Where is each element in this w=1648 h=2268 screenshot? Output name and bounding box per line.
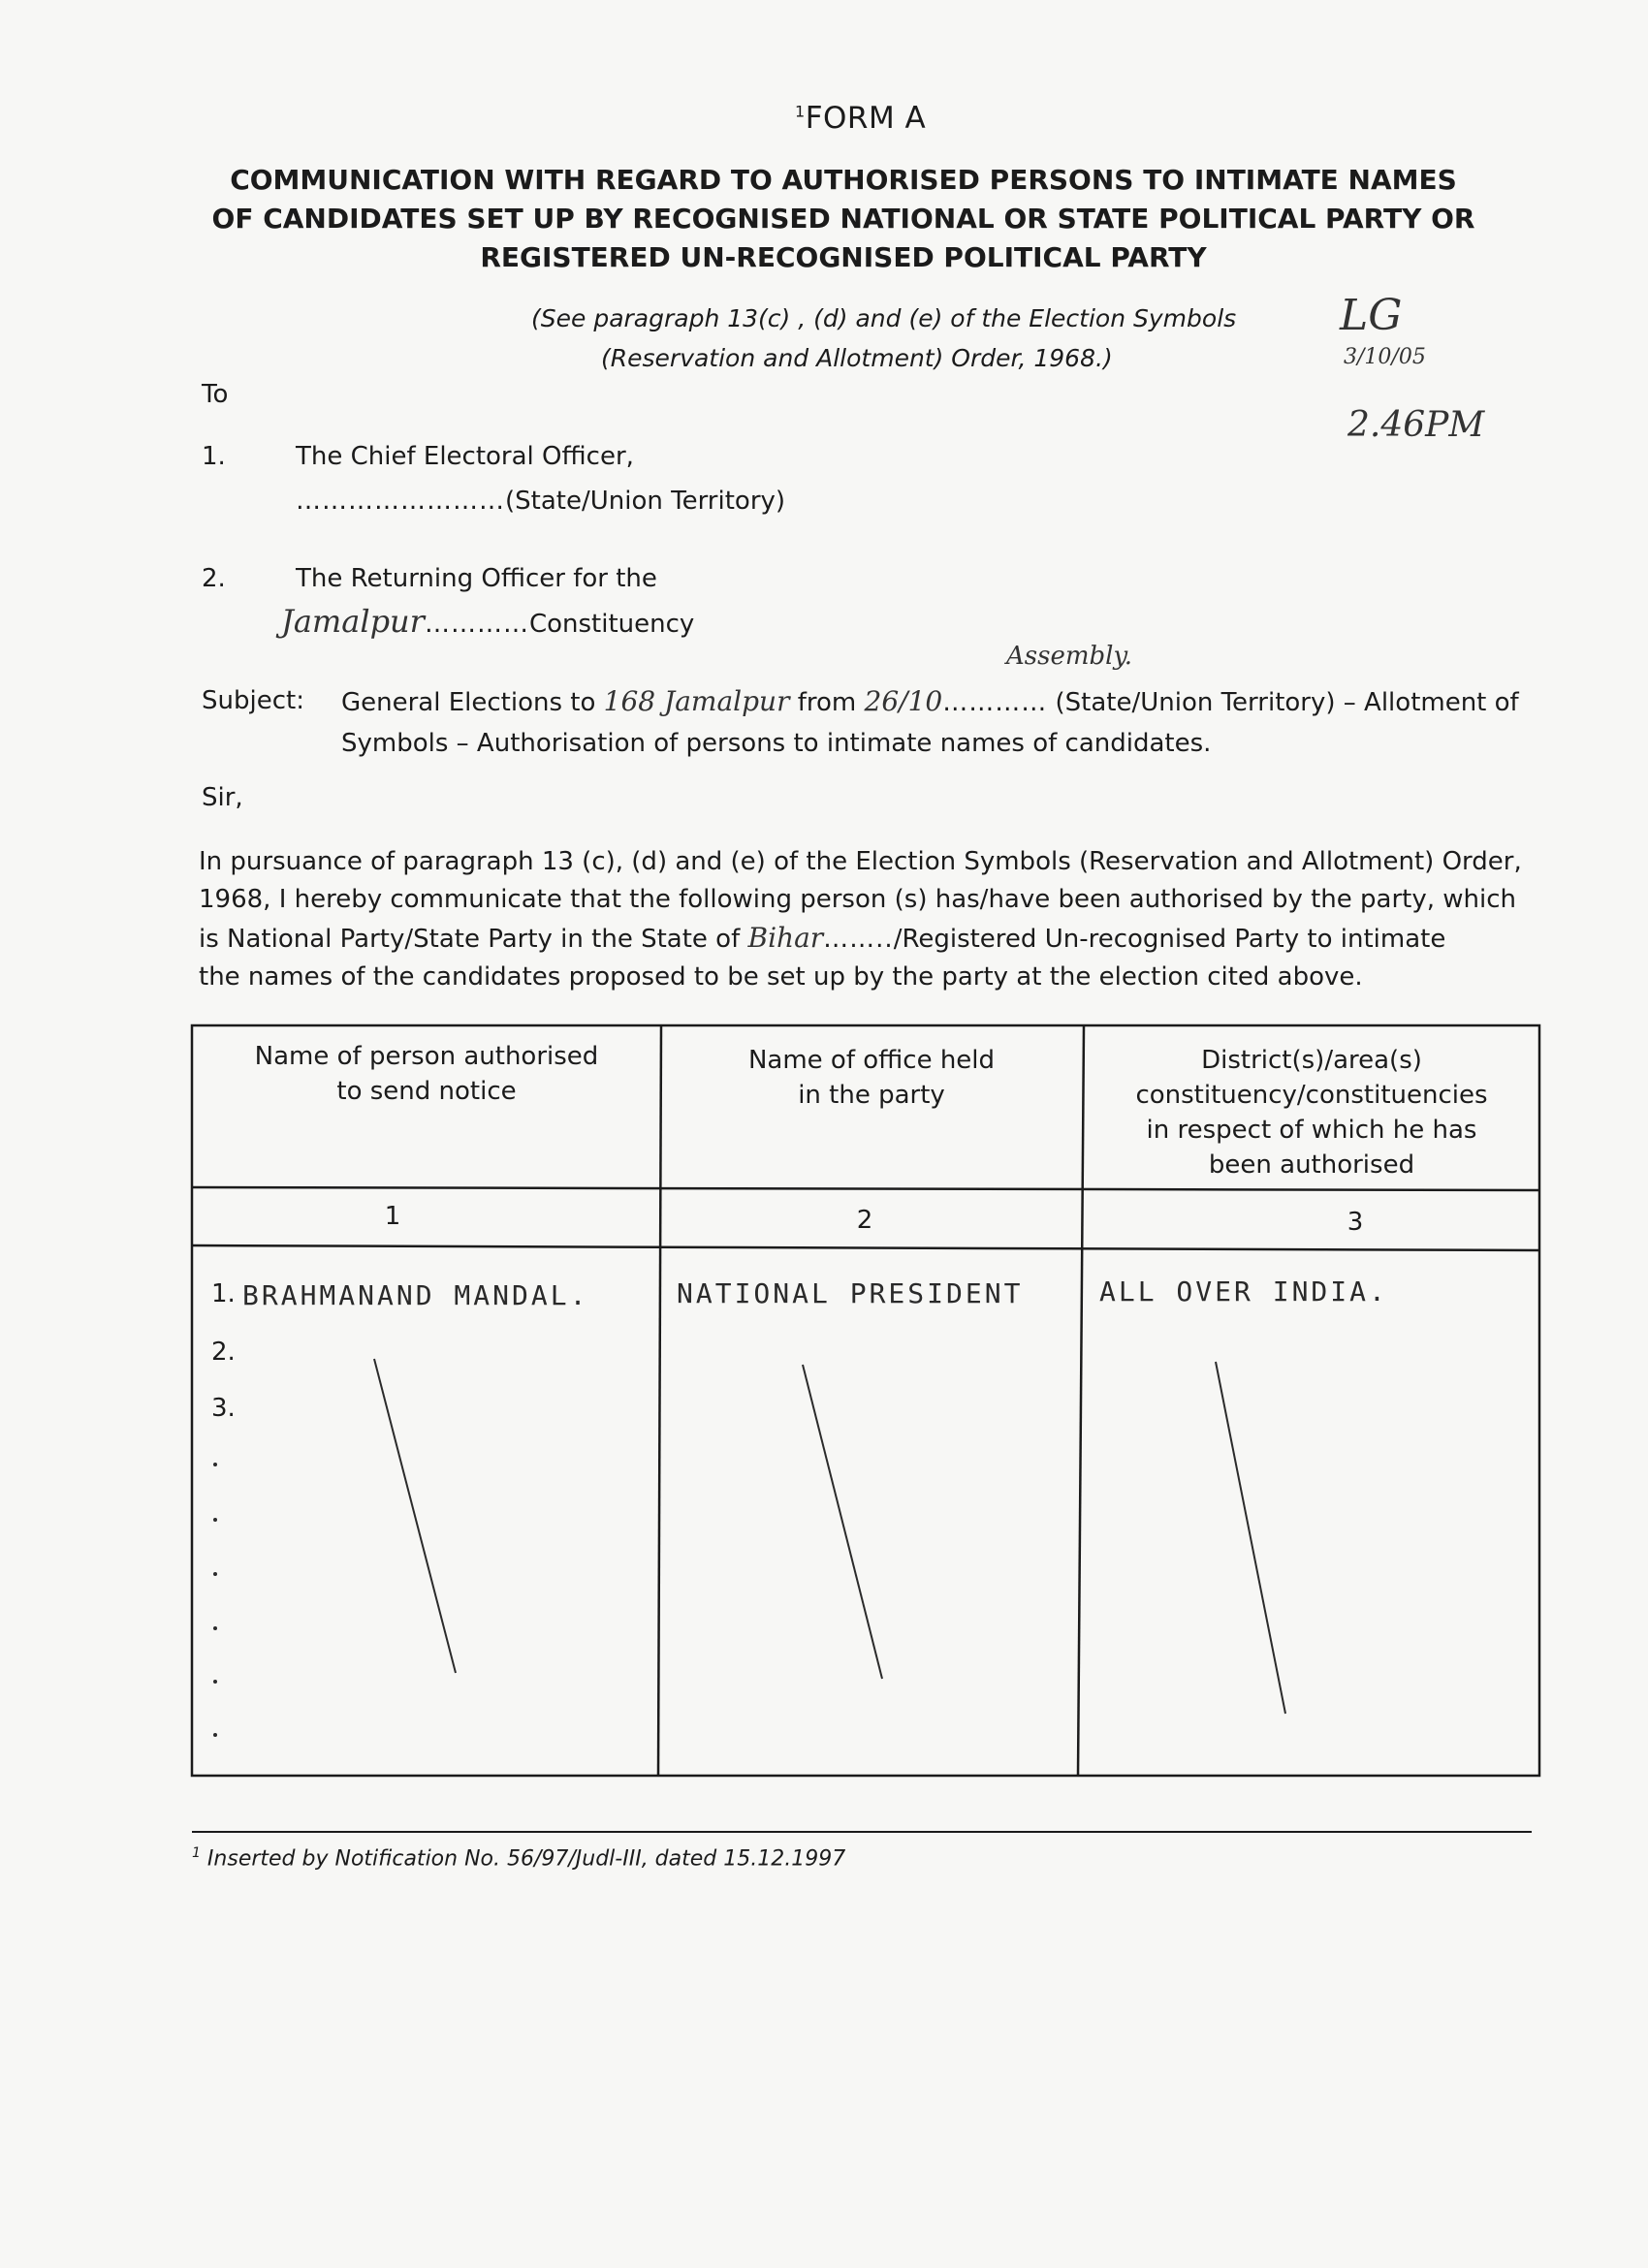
table-header-office: Name of office held in the party (747, 1046, 996, 1110)
state-blank: …….. (823, 925, 894, 954)
footnote-text: Inserted by Notification No. 56/97/Judl-III, dated 15.12.1997 (206, 1846, 846, 1872)
authorised-person-name: BRAHMANAND MANDAL. (242, 1279, 589, 1311)
subject-from: from (797, 688, 857, 717)
ditto-marks (374, 1359, 1285, 1714)
row-number-1: 1. (211, 1279, 236, 1308)
salutation: Sir, (202, 783, 243, 812)
body-line-1: In pursuance of paragraph 13 (c), (d) and (e) of the Election Symbols (Reservation and Allotment) Order, (199, 847, 1522, 876)
address-item-2-number: 2. (202, 564, 226, 593)
authorised-area: ALL OVER INDIA. (1099, 1276, 1388, 1307)
column-number-1: 1 (384, 1202, 401, 1231)
chief-electoral-officer-line: The Chief Electoral Officer, (296, 442, 634, 471)
subject-blank: ………… (942, 688, 1048, 717)
reference-line-2: (Reservation and Allotment) Order, 1968.) (601, 344, 1113, 372)
state-ut-text: (State/Union Territory) (505, 487, 786, 516)
subject-text-1: General Elections to (341, 688, 596, 717)
table-header-person: Name of person authorised to send notice (254, 1042, 599, 1106)
stamp-initials: LG (1340, 291, 1403, 340)
returning-officer-line: The Returning Officer for the (296, 564, 657, 593)
row-number-3: 3. (211, 1394, 236, 1423)
stamp-time: 2.46PM (1347, 405, 1485, 445)
footnote-number: 1 (192, 1845, 201, 1861)
to-label: To (202, 380, 229, 409)
constituency-blank: ………… (424, 610, 529, 639)
column-number-2: 2 (856, 1206, 873, 1235)
reference-line-1: (See paragraph 13(c) , (d) and (e) of the Election Symbols (531, 304, 1237, 332)
subject-date-filled: 26/10 (864, 685, 943, 717)
body-line-4: the names of the candidates proposed to be set up by the party at the election cited above. (199, 962, 1363, 992)
table-header-area: District(s)/area(s) constituency/constituencies in respect of which he has been authorised (1135, 1046, 1488, 1180)
form-title-text: FORM A (805, 101, 927, 136)
subject-constituency-filled: 168 Jamalpur (603, 685, 790, 717)
row-number-2: 2. (211, 1338, 236, 1367)
address-item-1-number: 1. (202, 442, 226, 471)
heading-line-1: COMMUNICATION WITH REGARD TO AUTHORISED PERSONS TO INTIMATE NAMES (230, 164, 1457, 196)
footnote (192, 1845, 845, 1871)
heading-line-3: REGISTERED UN-RECOGNISED POLITICAL PARTY (480, 241, 1207, 273)
constituency-text: Constituency (528, 610, 695, 639)
constituency-filled: Jamalpur (281, 603, 425, 640)
subject-line-2: Symbols – Authorisation of persons to intimate names of candidates. (341, 729, 1212, 758)
subject-text-2: (State/Union Territory) – Allotment of (1055, 688, 1519, 717)
row-dots (213, 1463, 217, 1737)
column-number-3: 3 (1347, 1208, 1364, 1237)
subject-assembly-filled: Assembly. (1006, 642, 1132, 671)
subject-label: Subject: (202, 686, 304, 715)
office-held: NATIONAL PRESIDENT (677, 1277, 1024, 1309)
footnote-mark: 1 (795, 102, 806, 121)
heading-line-2: OF CANDIDATES SET UP BY RECOGNISED NATIONAL OR STATE POLITICAL PARTY OR (211, 203, 1475, 235)
state-ut-blank: …………………… (296, 487, 505, 516)
stamp-date: 3/10/05 (1344, 345, 1426, 369)
body-line-2: 1968, I hereby communicate that the following person (s) has/have been authorised by the party, which (199, 885, 1517, 914)
state-filled: Bihar (747, 922, 824, 954)
body-line-3-text-1: is National Party/State Party in the State of (199, 925, 741, 954)
body-line-3-text-2: /Registered Un-recognised Party to intimate (893, 925, 1446, 954)
